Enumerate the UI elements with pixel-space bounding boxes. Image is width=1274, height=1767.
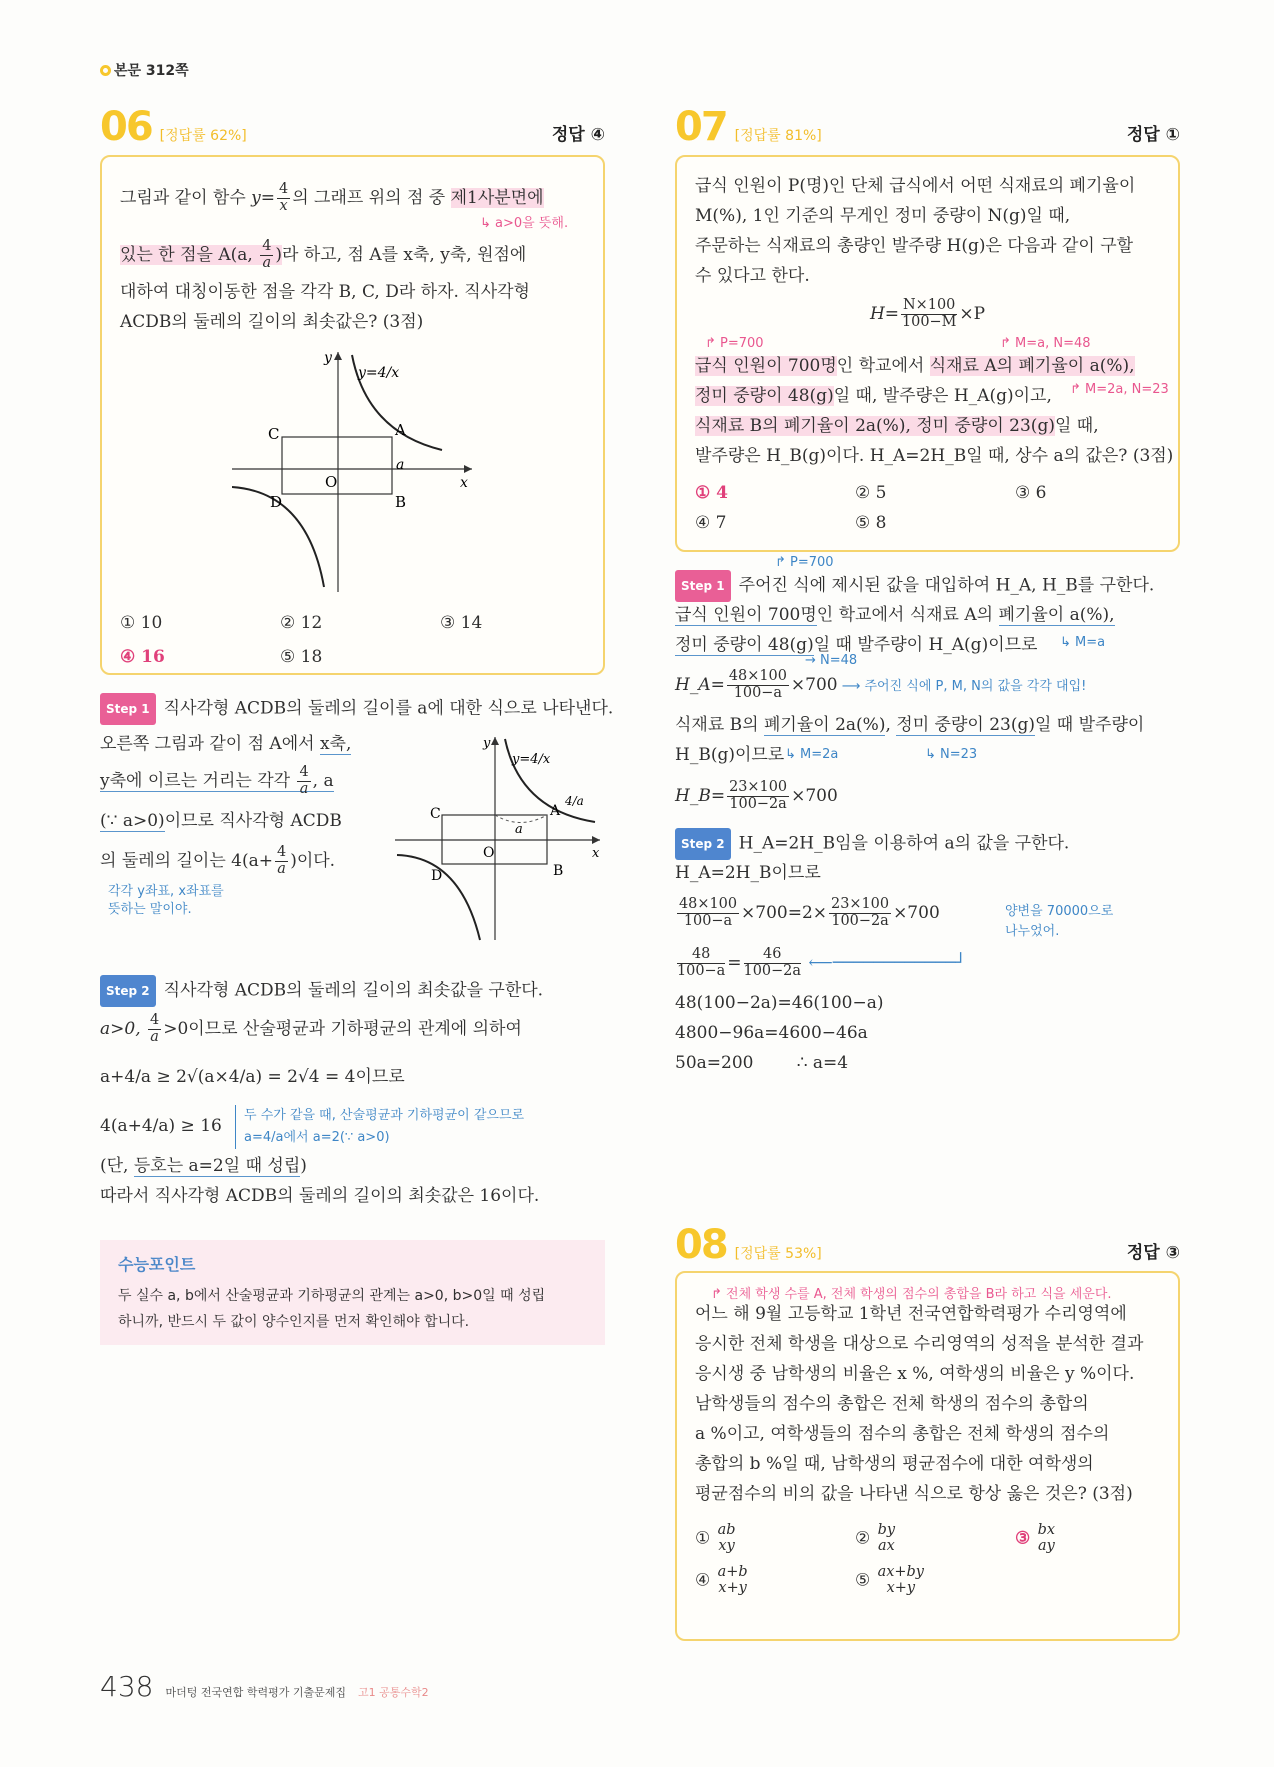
step1-badge: Step 1	[100, 693, 156, 725]
step2-badge: Step 2	[100, 975, 156, 1007]
annotation: 두 수가 같을 때, 산술평균과 기하평균이 같으므로 a=4/a에서 a=2(∵ a>0)	[235, 1105, 524, 1149]
answer-label: 정답 ④	[551, 125, 605, 145]
step1-graph	[395, 735, 605, 945]
annotation: 양변을 70000으로 나누었어.	[1005, 904, 1114, 939]
q07-choices	[695, 481, 1160, 535]
highlight: 제1사분면에	[450, 188, 544, 208]
annotation: ↳ a>0을 뜻해.	[480, 216, 569, 231]
question-number: 07	[675, 104, 727, 150]
question-number: 06	[100, 104, 152, 150]
choice: ② by ax	[855, 1522, 896, 1554]
svg-text:y=4/x: y=4/x	[358, 365, 400, 381]
subject-label: 고1 공통수학2	[357, 1686, 429, 1699]
q07-header	[675, 104, 1180, 150]
correct-rate: [정답률 62%]	[159, 128, 247, 144]
svg-text:C: C	[268, 425, 280, 443]
footer	[100, 1670, 429, 1703]
choice: ② 5	[855, 483, 887, 503]
q06-step1: Step 1 직사각형 ACDB의 둘레의 길이를 a에 대한 식으로 나타낸다. 오른쪽 그림과 같이 점 A에서 x축, y축에 이르는 거리는 각각 $\frac{4}{a}$ , a (∵ a>0)이므로 직사각형 ACDB 의 둘레의 길이는 4(a+ $\frac{4}{a}$ )이다. 각각 y좌표, x좌표를 뜻하는 말이야.	[100, 693, 610, 919]
circle-bullet-icon	[100, 65, 111, 76]
q06-problem-text: 그림과 같이 함수 y= $\frac{4}{x}$ 의 그래프 위의 점 중 제1사분면에 ↳ a>0을 뜻해. 있는 한 점을 A(a, $\frac{4}{a}$ )라 하고, 점 A를 x축, y축, 원점에 대하여 대칭이동한 점을 각각 B, C, D라 하자. 직사각형 ACDB의 둘레의 길이의 최솟값은? (3점)	[120, 181, 569, 332]
q07-step1: ↱ P=700 Step 1 주어진 식에 제시된 값을 대입하여 H_A, H_B를 구한다. 급식 인원이 700명인 학교에서 식재료 A의 폐기율이 a(%), 정미 중량이 48(g)일 때 발주량이 H_A(g)이므로 ↳ M=a → N=48 H_A= $\frac{48\times 100}{100-a}$ ×700 ⟶ 주어진 식에 P, M, N의 값을 각각 대입! 식재료 B의 폐기율이 2a(%), 정미 중량이 23(g)일 때 발주량이 H_B(g)이므로 ↳ M=2a ↳ N=23 H_B= $\frac{23\times 100}{100-2a}$ ×700	[675, 555, 1155, 812]
svg-text:B: B	[553, 863, 564, 879]
q07-problem-box: 급식 인원이 P(명)인 단체 급식에서 어떤 식재료의 폐기율이 M(%), 1인 기준의 무게인 정미 중량이 N(g)일 때, 주문하는 식재료의 총량인 발주량 H(g)은 다음과 같이 구할 수 있다고 한다. H= $\frac{N\times 100}{100-M}$ ×P ↱ P=700 ↱ M=a, N=48 급식 인원이 700명인 학교에서 식재료 A의 폐기율이 a(%), 정미 중량이 48(g)일 때, 발주량은 H_A(g)이고, ↱ M=2a, N=23 식재료 B의 폐기율이 2a(%), 정미 중량이 23(g)일 때, 발주량은 H_B(g)이다. H_A=2H_B일 때, 상수 a의 값은? (3점) ① 4 ② 5 ③ 6 ④ 7 ⑤ 8	[675, 155, 1180, 552]
choice: ③ 14	[440, 613, 483, 633]
choice: ③ 6	[1015, 483, 1047, 503]
correct-rate: [정답률 53%]	[734, 1246, 822, 1262]
q06-graph	[232, 347, 482, 597]
page-reference	[100, 60, 189, 80]
book-title: 마더텅 전국연합 학력평가 기출문제집	[165, 1686, 346, 1699]
svg-text:y: y	[483, 736, 491, 751]
correct-rate: [정답률 81%]	[734, 128, 822, 144]
q06-step2: Step 2 직사각형 ACDB의 둘레의 길이의 최솟값을 구한다. a>0, $\frac{4}{a}$ >0이므로 산술평균과 기하평균의 관계에 의하여 a+4/a ≥ 2√(a×4/a) = 2√4 = 4이므로 4(a+4/a) ≥ 16 두 수가 같을 때, 산술평균과 기하평균이 같으므로 a=4/a에서 a=2(∵ a>0) (단, 등호는 a=2일 때 성립) 따라서 직사각형 ACDB의 둘레의 길이의 최솟값은 16이다.	[100, 975, 610, 1211]
svg-text:O: O	[483, 845, 495, 861]
svg-text:O: O	[325, 473, 338, 491]
annotation: 각각 y좌표, x좌표를 뜻하는 말이야.	[108, 884, 224, 917]
choice: ① ab xy	[695, 1522, 736, 1554]
svg-text:D: D	[270, 493, 283, 511]
exam-point-box: 수능포인트 두 실수 a, b에서 산술평균과 기하평균의 관계는 a>0, b>0일 때 성립 하니까, 반드시 두 값이 양수인지를 먼저 확인해야 합니다.	[100, 1240, 605, 1345]
step2-badge: Step 2	[675, 828, 731, 860]
choice: ⑤ 8	[855, 513, 887, 533]
question-number: 08	[675, 1222, 727, 1268]
svg-text:y=4/x: y=4/x	[512, 752, 551, 767]
choice: ① 10	[120, 613, 163, 633]
step1-badge: Step 1	[675, 570, 731, 602]
q08-choices	[695, 1523, 1160, 1597]
choice-correct: ③ bx ay	[1015, 1522, 1056, 1554]
choice: ④ 7	[695, 513, 727, 533]
choice-correct: ① 4	[695, 483, 728, 503]
svg-text:A: A	[395, 421, 406, 439]
q07-step2: Step 2 H_A=2H_B임을 이용하여 a의 값을 구한다. H_A=2H_B이므로 $\frac{48\times 100}{100-a}$ ×700=2× $\frac{23\times 100}{100-2a}$ ×700 양변을 70000으로 나누었어. $\frac{48}{100-a}$ = $\frac{46}{100-2a}$ ⟵────────────┘ 48(100−2a)=46(100−a) 4800−96a=4600−46a 50a=200 ∴ a=4	[675, 828, 1185, 1078]
svg-text:C: C	[430, 806, 441, 822]
exam-point-title: 수능포인트	[118, 1255, 196, 1274]
svg-text:B: B	[395, 493, 407, 511]
annotation: ↱ P=700 ↱ M=a, N=48	[705, 336, 1091, 351]
choice: ② 12	[280, 613, 323, 633]
page-reference-text: 본문 312쪽	[114, 63, 189, 79]
svg-text:x: x	[592, 846, 600, 861]
svg-text:x: x	[460, 475, 468, 491]
svg-text:a: a	[515, 822, 523, 837]
svg-text:A: A	[550, 803, 561, 819]
svg-text:a: a	[396, 457, 405, 473]
annotation: ↱ 전체 학생 수를 A, 전체 학생의 점수의 총합을 B라 하고 식을 세운다.	[711, 1287, 1112, 1302]
q06-header	[100, 104, 605, 150]
answer-label: 정답 ③	[1126, 1243, 1180, 1263]
choice: ④ a+b x+y	[695, 1563, 748, 1596]
choice: ⑤ 18	[280, 647, 323, 667]
q06-problem-box	[100, 155, 605, 675]
q08-header	[675, 1222, 1180, 1268]
page-number: 438	[100, 1670, 154, 1703]
svg-text:4/a: 4/a	[565, 794, 584, 808]
q08-problem-box: ↱ 전체 학생 수를 A, 전체 학생의 점수의 총합을 B라 하고 식을 세운다. 어느 해 9월 고등학교 1학년 전국연합학력평가 수리영역에 응시한 전체 학생을 대상으로 수리영역의 성적을 분석한 결과 응시생 중 남학생의 비율은 x %, 여학생의 비율은 y %이다. 남학생들의 점수의 총합은 전체 학생의 점수의 총합의 a %이고, 여학생들의 점수의 총합은 전체 학생의 점수의 총합의 b %일 때, 남학생의 평균점수에 대한 여학생의 평균점수의 비의 값을 나타낸 식으로 항상 옳은 것은? (3점) ① ab xy ② by ax ③ bx ay ④ a+b x+y ⑤ ax+by x+y	[675, 1271, 1180, 1641]
svg-text:D: D	[431, 868, 443, 884]
formula: H= $\frac{N\times 100}{100-M}$ ×P	[869, 297, 986, 330]
svg-text:y: y	[324, 350, 332, 366]
answer-label: 정답 ①	[1126, 125, 1180, 145]
choice: ⑤ ax+by x+y	[855, 1563, 924, 1596]
q06-choices	[120, 609, 600, 671]
choice-correct: ④ 16	[120, 647, 165, 667]
